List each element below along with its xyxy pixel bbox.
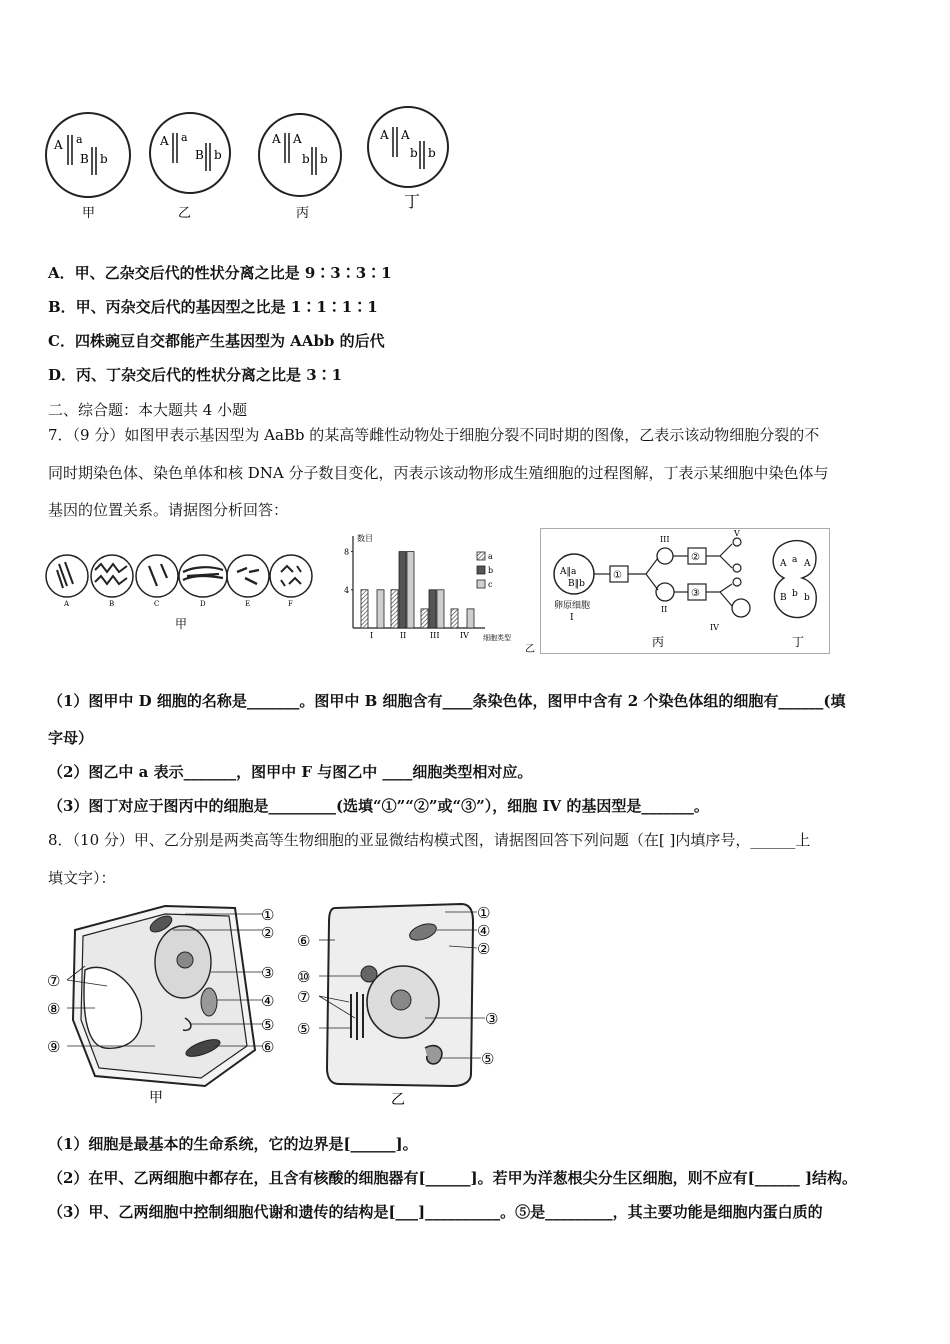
q8-sub2: （2）在甲、乙两细胞中都存在，且含有核酸的细胞器有[______]。若甲为洋葱根尖分生区细胞，则不应有[______ ]结构。 xyxy=(48,1169,858,1187)
bing-roman-IV: IV xyxy=(710,623,719,632)
q8-stem-line1: 8．（10 分）甲、乙分别是两类高等生物细胞的亚显微结构模式图，请据图回答下列问题（在[ ]内填序号，______上 xyxy=(48,831,811,849)
bing-node-2-label: ② xyxy=(691,552,700,563)
y-tick-4: 4 xyxy=(344,585,350,595)
bar-a-III xyxy=(421,609,428,628)
bing-node-3-label: ③ xyxy=(691,588,700,599)
bing-start-roman: I xyxy=(570,613,574,623)
animal-centrosome xyxy=(361,966,377,982)
fig-bing-caption: 丙 xyxy=(652,635,665,649)
jia-gene-B: B xyxy=(80,152,89,166)
q7-stem-line2: 同时期染色体、染色单体和核 DNA 分子数目变化，丙表示该动物形成生殖细胞的过程图解，丁表示某细胞中染色体与 xyxy=(48,464,829,482)
plant-mark-3: ③ xyxy=(261,964,275,982)
jia-cell-C-label: C xyxy=(154,600,160,608)
jia-gene-b: b xyxy=(100,152,108,166)
plant-mitochondrion xyxy=(201,988,217,1016)
jia-cell-B-label: B xyxy=(109,600,115,608)
bar-b-II xyxy=(399,552,406,628)
jia-cell-B xyxy=(91,555,133,597)
top-cells-figure xyxy=(40,105,460,225)
jia-gene-a: a xyxy=(76,133,83,146)
q8-plant-cell-figure xyxy=(45,900,295,1110)
cell-ding-label: 丁 xyxy=(404,192,421,211)
jia-gene-A: A xyxy=(54,138,63,152)
bar-c-IV xyxy=(467,609,474,628)
q6-option-b: B．甲、丙杂交后代的基因型之比是 1∶1∶1∶1 xyxy=(48,298,378,316)
jia-cell-E xyxy=(227,555,269,597)
bing-roman-V: V xyxy=(734,529,740,538)
legend-swatch-c xyxy=(477,580,485,588)
ding-cell xyxy=(773,541,816,618)
bing-roman-II: II xyxy=(661,605,668,614)
plant-mark-4: ④ xyxy=(261,992,275,1010)
bing-start-label: 卵原细胞 xyxy=(554,601,591,611)
cell-jia xyxy=(46,113,130,197)
cell-bing xyxy=(259,114,341,196)
animal-mark-5-right: ⑤ xyxy=(481,1050,495,1068)
bar-a-II xyxy=(391,590,398,628)
bing-gene-b1: b xyxy=(302,152,310,166)
cell-bing-label: 丙 xyxy=(296,206,310,221)
legend-label-c: c xyxy=(488,580,493,589)
ding-gene-5: b xyxy=(792,589,798,599)
q7-sub1-line2: 字母） xyxy=(48,729,94,747)
jia-cell-E-label: E xyxy=(245,600,251,608)
fig-jia-caption: 甲 xyxy=(175,617,188,631)
q6-option-a: A．甲、乙杂交后代的性状分离之比是 9∶3∶3∶1 xyxy=(48,264,392,282)
cell-yi-label: 乙 xyxy=(178,206,192,221)
jia-cell-F-label: F xyxy=(288,600,293,608)
legend-swatch-a xyxy=(477,552,485,560)
animal-mark-6: ⑥ xyxy=(297,932,311,950)
animal-cell-caption: 乙 xyxy=(391,1092,405,1108)
ding-gene-A1: A xyxy=(380,128,389,142)
svg-text:A‖a: A‖a xyxy=(560,567,577,577)
ding-gene-6: b xyxy=(804,593,810,603)
chart-title: 数目 xyxy=(357,534,373,543)
x-tick-III: III xyxy=(430,631,440,640)
svg-text:B‖b: B‖b xyxy=(568,579,585,589)
yi-gene-b: b xyxy=(214,148,222,162)
bing-cell-V-egg xyxy=(732,599,750,617)
q7-fig-bing-ding xyxy=(540,528,830,654)
x-tick-IV: IV xyxy=(460,631,469,640)
bing-cell-III xyxy=(657,548,673,564)
plant-mark-8: ⑧ xyxy=(47,1000,61,1018)
section-2-heading: 二、综合题：本大题共 4 小题 xyxy=(48,401,248,419)
plant-mark-7: ⑦ xyxy=(47,972,61,990)
bar-c-I xyxy=(377,590,384,628)
animal-mark-2: ② xyxy=(477,940,491,958)
yi-gene-a: a xyxy=(181,131,188,144)
jia-cell-F xyxy=(270,555,312,597)
animal-mark-10: ⑩ xyxy=(297,968,311,986)
plant-mark-5: ⑤ xyxy=(261,1016,275,1034)
q7-sub2: （2）图乙中 a 表示_______，图甲中 F 与图乙中 ____细胞类型相对应。 xyxy=(48,763,533,781)
ding-gene-4: B xyxy=(780,593,787,603)
q7-stem-line3: 基因的位置关系。请据图分析回答： xyxy=(48,501,289,519)
cell-ding xyxy=(368,107,448,187)
chart-xlabel-line: 细胞类型 xyxy=(483,634,511,642)
bing-node-1-label: ① xyxy=(613,570,622,581)
jia-cell-D-label: D xyxy=(200,600,206,608)
plant-cell-caption: 甲 xyxy=(149,1090,163,1106)
plant-mark-9: ⑨ xyxy=(47,1038,61,1056)
bing-cell-II xyxy=(656,583,674,601)
bing-start-cell xyxy=(554,554,594,594)
ding-gene-b2: b xyxy=(428,146,436,160)
y-tick-8: 8 xyxy=(344,547,350,557)
animal-mark-4: ④ xyxy=(477,922,491,940)
q8-stem-line2: 填文字）： xyxy=(48,869,116,887)
q7-fig-jia xyxy=(45,550,315,634)
fig-yi-caption: 乙 xyxy=(525,644,535,654)
legend-swatch-b xyxy=(477,566,485,574)
q7-sub3: （3）图丁对应于图丙中的细胞是_________(选填“①”“②”或“③”），细胞 IV 的基因型是_______。 xyxy=(48,797,709,815)
bing-roman-III: III xyxy=(660,535,670,544)
bing-gene-A1: A xyxy=(272,132,281,146)
animal-mark-7: ⑦ xyxy=(297,988,311,1006)
ding-gene-b1: b xyxy=(410,146,418,160)
q6-option-d: D．丙、丁杂交后代的性状分离之比是 3∶1 xyxy=(48,366,343,384)
plant-mark-2: ② xyxy=(261,924,275,942)
q7-stem-line1: 7．（9 分）如图甲表示基因型为 AaBb 的某高等雌性动物处于细胞分裂不同时期的图像，乙表示该动物细胞分裂的不 xyxy=(48,426,820,444)
bar-a-I xyxy=(361,590,368,628)
fig-ding-caption: 丁 xyxy=(792,635,805,649)
q8-sub3: （3）甲、乙两细胞中控制细胞代谢和遗传的结构是[___]__________。⑤是_________，其主要功能是细胞内蛋白质的 xyxy=(48,1203,823,1221)
bar-c-III xyxy=(437,590,444,628)
ding-gene-A2: A xyxy=(401,128,410,142)
ding-gene-3: A xyxy=(804,559,811,569)
ding-gene-1: A xyxy=(780,559,787,569)
yi-gene-A: A xyxy=(160,134,169,148)
animal-mark-3: ③ xyxy=(485,1010,499,1028)
x-tick-I: I xyxy=(370,631,374,640)
bar-b-III xyxy=(429,590,436,628)
cell-yi xyxy=(150,113,230,193)
yi-gene-B: B xyxy=(195,148,204,162)
q8-sub1: （1）细胞是最基本的生命系统，它的边界是[______]。 xyxy=(48,1135,418,1153)
bing-gene-A2: A xyxy=(293,132,302,146)
q8-animal-cell-figure xyxy=(295,898,515,1110)
legend-label-b: b xyxy=(488,566,494,575)
x-tick-II: II xyxy=(400,631,407,640)
plant-mark-1: ① xyxy=(261,906,275,924)
q7-bar-chart xyxy=(335,528,545,654)
cell-jia-label: 甲 xyxy=(82,206,96,221)
plant-mark-6: ⑥ xyxy=(261,1038,275,1056)
bar-a-IV xyxy=(451,609,458,628)
jia-cell-A xyxy=(46,555,88,597)
bar-c-II xyxy=(407,552,414,628)
q7-sub1-line1: （1）图甲中 D 细胞的名称是_______。图甲中 B 细胞含有____条染色体，图甲中含有 2 个染色体组的细胞有______(填 xyxy=(48,692,846,710)
animal-nucleolus xyxy=(391,990,411,1010)
bing-gene-b2: b xyxy=(320,152,328,166)
legend-label-a: a xyxy=(488,552,493,561)
animal-golgi xyxy=(425,1046,442,1064)
ding-gene-2: a xyxy=(792,555,798,565)
animal-mark-1: ① xyxy=(477,904,491,922)
jia-cell-C xyxy=(136,555,178,597)
q6-option-c: C．四株豌豆自交都能产生基因型为 AAbb 的后代 xyxy=(48,332,385,350)
plant-nucleolus xyxy=(177,952,193,968)
jia-cell-A-label: A xyxy=(64,600,70,608)
animal-mark-5-left: ⑤ xyxy=(297,1020,311,1038)
jia-cell-D xyxy=(179,555,227,597)
